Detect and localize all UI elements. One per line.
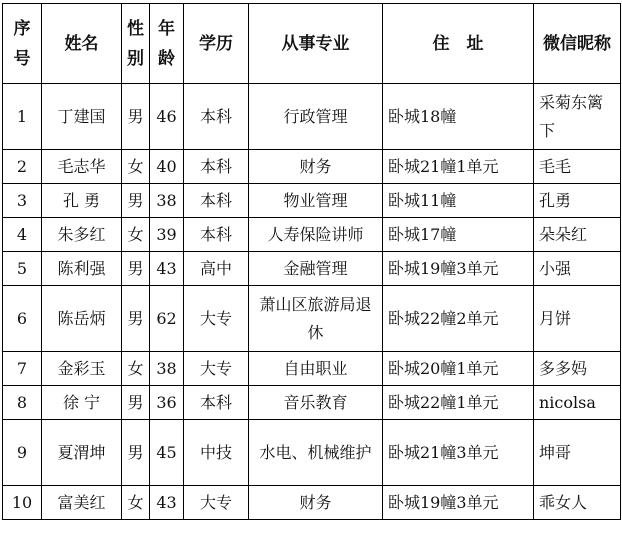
cell-wechat: 采菊东篱下 <box>534 84 621 150</box>
cell-name: 陈利强 <box>42 252 122 286</box>
cell-age: 39 <box>150 218 184 252</box>
cell-wechat: 孔勇 <box>534 184 621 218</box>
header-gender: 性别 <box>122 4 150 84</box>
cell-education: 本科 <box>184 150 249 184</box>
cell-gender: 男 <box>122 386 150 420</box>
header-age: 年龄 <box>150 4 184 84</box>
cell-index: 2 <box>3 150 42 184</box>
cell-profession: 金融管理 <box>249 252 383 286</box>
cell-gender: 男 <box>122 420 150 486</box>
cell-gender: 男 <box>122 286 150 352</box>
header-profession: 从事专业 <box>249 4 383 84</box>
cell-profession: 萧山区旅游局退休 <box>249 286 383 352</box>
cell-profession: 财务 <box>249 486 383 520</box>
cell-education: 大专 <box>184 486 249 520</box>
cell-age: 43 <box>150 486 184 520</box>
cell-profession: 自由职业 <box>249 352 383 386</box>
cell-wechat: nicolsa <box>534 386 621 420</box>
cell-index: 3 <box>3 184 42 218</box>
cell-name: 毛志华 <box>42 150 122 184</box>
cell-address: 卧城17幢 <box>383 218 534 252</box>
cell-address: 卧城18幢 <box>383 84 534 150</box>
cell-name: 金彩玉 <box>42 352 122 386</box>
cell-age: 40 <box>150 150 184 184</box>
cell-address: 卧城20幢1单元 <box>383 352 534 386</box>
cell-index: 1 <box>3 84 42 150</box>
cell-education: 本科 <box>184 84 249 150</box>
header-name: 姓名 <box>42 4 122 84</box>
cell-wechat: 毛毛 <box>534 150 621 184</box>
cell-address: 卧城21幢1单元 <box>383 150 534 184</box>
table-row <box>3 252 621 286</box>
cell-index: 5 <box>3 252 42 286</box>
cell-profession: 音乐教育 <box>249 386 383 420</box>
cell-index: 9 <box>3 420 42 486</box>
cell-index: 10 <box>3 486 42 520</box>
cell-wechat: 小强 <box>534 252 621 286</box>
cell-address: 卧城19幢3单元 <box>383 252 534 286</box>
cell-wechat: 月饼 <box>534 286 621 352</box>
cell-wechat: 乖女人 <box>534 486 621 520</box>
cell-profession: 人寿保险讲师 <box>249 218 383 252</box>
cell-wechat: 朵朵红 <box>534 218 621 252</box>
cell-gender: 女 <box>122 486 150 520</box>
cell-name: 陈岳炳 <box>42 286 122 352</box>
cell-age: 38 <box>150 184 184 218</box>
table-row <box>3 286 621 352</box>
cell-age: 46 <box>150 84 184 150</box>
table-row <box>3 218 621 252</box>
cell-education: 本科 <box>184 218 249 252</box>
header-index: 序号 <box>3 4 42 84</box>
cell-education: 本科 <box>184 386 249 420</box>
cell-address: 卧城19幢3单元 <box>383 486 534 520</box>
member-table <box>2 3 621 520</box>
cell-profession: 水电、机械维护 <box>249 420 383 486</box>
cell-index: 7 <box>3 352 42 386</box>
cell-index: 6 <box>3 286 42 352</box>
header-address: 住 址 <box>383 4 534 84</box>
cell-gender: 女 <box>122 218 150 252</box>
cell-name: 徐 宁 <box>42 386 122 420</box>
table-row <box>3 184 621 218</box>
header-education: 学历 <box>184 4 249 84</box>
table-row <box>3 84 621 150</box>
cell-name: 丁建国 <box>42 84 122 150</box>
cell-name: 夏渭坤 <box>42 420 122 486</box>
cell-age: 62 <box>150 286 184 352</box>
cell-index: 4 <box>3 218 42 252</box>
cell-name: 富美红 <box>42 486 122 520</box>
cell-address: 卧城22幢1单元 <box>383 386 534 420</box>
cell-wechat: 坤哥 <box>534 420 621 486</box>
table-row <box>3 352 621 386</box>
table-row <box>3 150 621 184</box>
cell-gender: 男 <box>122 84 150 150</box>
cell-address: 卧城11幢 <box>383 184 534 218</box>
cell-wechat: 多多妈 <box>534 352 621 386</box>
cell-age: 38 <box>150 352 184 386</box>
cell-gender: 男 <box>122 252 150 286</box>
cell-gender: 女 <box>122 150 150 184</box>
table-row <box>3 486 621 520</box>
table-row <box>3 386 621 420</box>
cell-index: 8 <box>3 386 42 420</box>
table-row <box>3 420 621 486</box>
cell-education: 大专 <box>184 352 249 386</box>
cell-profession: 行政管理 <box>249 84 383 150</box>
cell-profession: 财务 <box>249 150 383 184</box>
cell-education: 大专 <box>184 286 249 352</box>
cell-name: 朱多红 <box>42 218 122 252</box>
cell-gender: 女 <box>122 352 150 386</box>
cell-name: 孔 勇 <box>42 184 122 218</box>
cell-education: 本科 <box>184 184 249 218</box>
cell-age: 36 <box>150 386 184 420</box>
cell-address: 卧城22幢2单元 <box>383 286 534 352</box>
cell-age: 43 <box>150 252 184 286</box>
cell-profession: 物业管理 <box>249 184 383 218</box>
cell-address: 卧城21幢3单元 <box>383 420 534 486</box>
cell-education: 高中 <box>184 252 249 286</box>
header-row <box>3 4 621 84</box>
cell-gender: 男 <box>122 184 150 218</box>
header-wechat: 微信昵称 <box>534 4 621 84</box>
cell-age: 45 <box>150 420 184 486</box>
cell-education: 中技 <box>184 420 249 486</box>
